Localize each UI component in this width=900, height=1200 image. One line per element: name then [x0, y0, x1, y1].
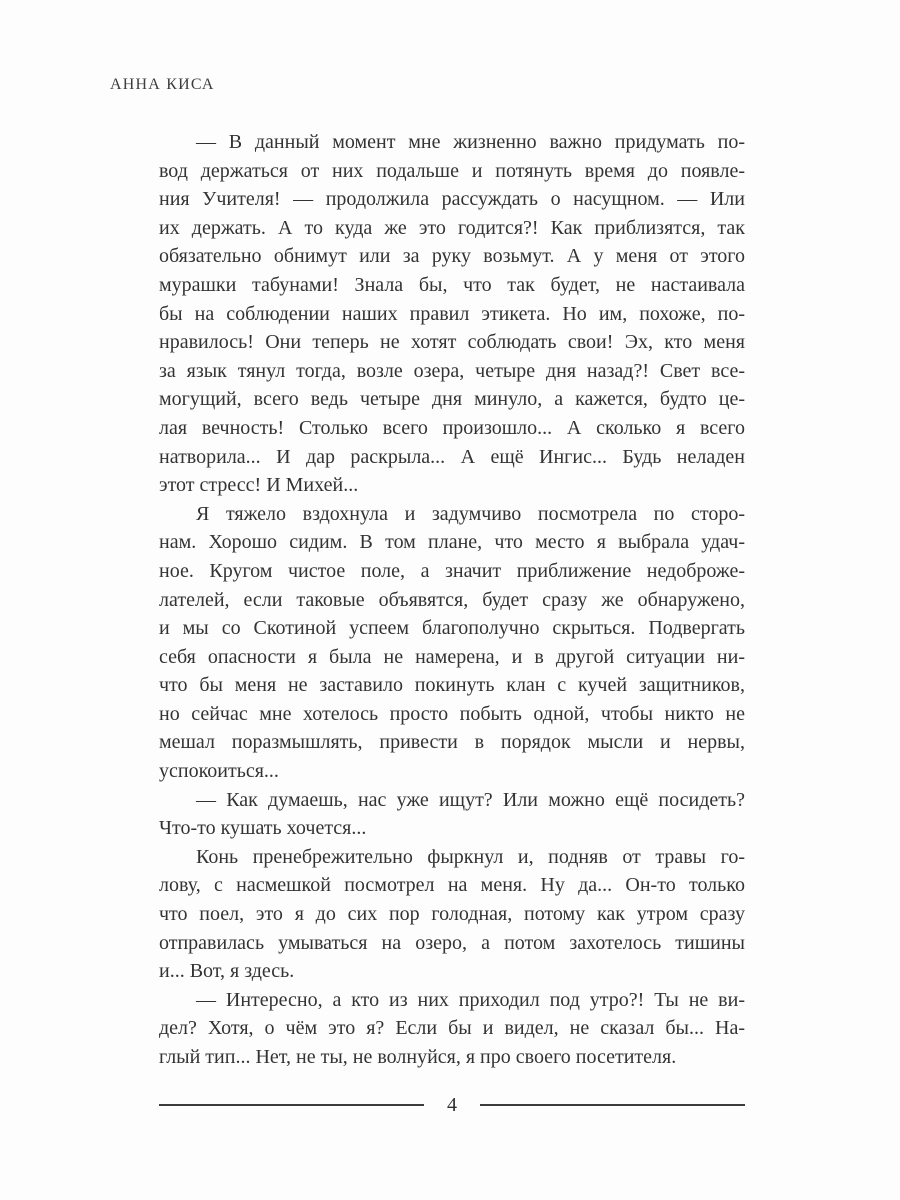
text-line: что бы меня не заставило покинуть клан с кучей защитников,	[159, 674, 745, 697]
text-line: и... Вот, я здесь.	[159, 960, 295, 983]
text-line: обязательно обнимут или за руку возьмут. А у меня от этого	[159, 245, 745, 268]
text-line: ния Учителя! — продолжила рассуждать о насущном. — Или	[159, 188, 745, 211]
running-header-author: АННА КИСА	[110, 76, 215, 93]
text-line: нам. Хорошо сидим. В том плане, что место я выбрала удач-	[159, 531, 745, 554]
text-line: ное. Кругом чистое поле, а значит приближение недоброже-	[159, 559, 745, 582]
text-line: бы на соблюдении наших правил этикета. Но им, похоже, по-	[159, 302, 745, 325]
footer-rule-left	[159, 1104, 424, 1106]
text-line: Конь пренебрежительно фыркнул и, подняв от травы го-	[196, 845, 745, 868]
text-line: лая вечность! Столько всего произошло... А сколько я всего	[159, 416, 745, 439]
text-line: и мы со Скотиной успеем благополучно скрыться. Подвергать	[159, 617, 745, 640]
page-footer	[159, 1092, 745, 1118]
text-line: себя опасности я была не намерена, и в другой ситуации ни-	[159, 645, 745, 668]
text-line: мешал поразмышлять, привести в порядок мысли и нервы,	[159, 731, 745, 754]
text-line: — Как думаешь, нас уже ищут? Или можно ещё посидеть?	[196, 788, 745, 811]
paragraph	[159, 500, 745, 786]
text-line: лову, с насмешкой посмотрел на меня. Ну да... Он-то только	[159, 874, 745, 897]
text-line: но сейчас мне хотелось просто побыть одной, чтобы никто не	[159, 702, 745, 725]
text-line: их держать. А то куда же это годится?! Как приблизятся, так	[159, 216, 745, 239]
paragraph	[159, 986, 745, 1072]
text-line: вод держаться от них подальше и потянуть время до появле-	[159, 159, 745, 182]
text-line: — Интересно, а кто из них приходил под утро?! Ты не ви-	[196, 988, 745, 1011]
text-line: Что-то кушать хочется...	[159, 817, 367, 840]
text-line: что поел, это я до сих пор голодная, потому как утром сразу	[159, 903, 745, 926]
text-line: — В данный момент мне жизненно важно придумать по-	[196, 131, 745, 153]
text-line: нравилось! Они теперь не хотят соблюдать свои! Эх, кто меня	[159, 331, 745, 354]
text-line: глый тип... Нет, не ты, не волнуйся, я про своего посетителя.	[159, 1046, 677, 1068]
text-line: за язык тянул тогда, возле озера, четыре дня назад?! Свет все-	[159, 359, 745, 382]
text-line: этот стресс! И Михей...	[159, 474, 359, 497]
paragraph	[159, 786, 745, 843]
paragraph	[159, 843, 745, 986]
page-number: 4	[447, 1094, 457, 1116]
text-line: Я тяжело вздохнула и задумчиво посмотрела по сторо-	[196, 502, 745, 525]
text-line: натворила... И дар раскрыла... А ещё Ингис... Будь неладен	[159, 445, 745, 468]
body-text	[159, 128, 745, 1072]
text-line: успокоиться...	[159, 760, 279, 783]
text-line: могущий, всего ведь четыре дня минуло, а кажется, будто це-	[159, 388, 745, 411]
text-line: отправилась умываться на озеро, а потом захотелось тишины	[159, 931, 745, 954]
footer-rule-right	[480, 1104, 745, 1106]
text-line: лателей, если таковые объявятся, будет сразу же обнаружено,	[159, 588, 745, 611]
text-line: мурашки табунами! Знала бы, что так будет, не настаивала	[159, 273, 745, 296]
text-line: дел? Хотя, о чём это я? Если бы и видел, не сказал бы... На-	[159, 1017, 745, 1040]
paragraph	[159, 128, 745, 500]
